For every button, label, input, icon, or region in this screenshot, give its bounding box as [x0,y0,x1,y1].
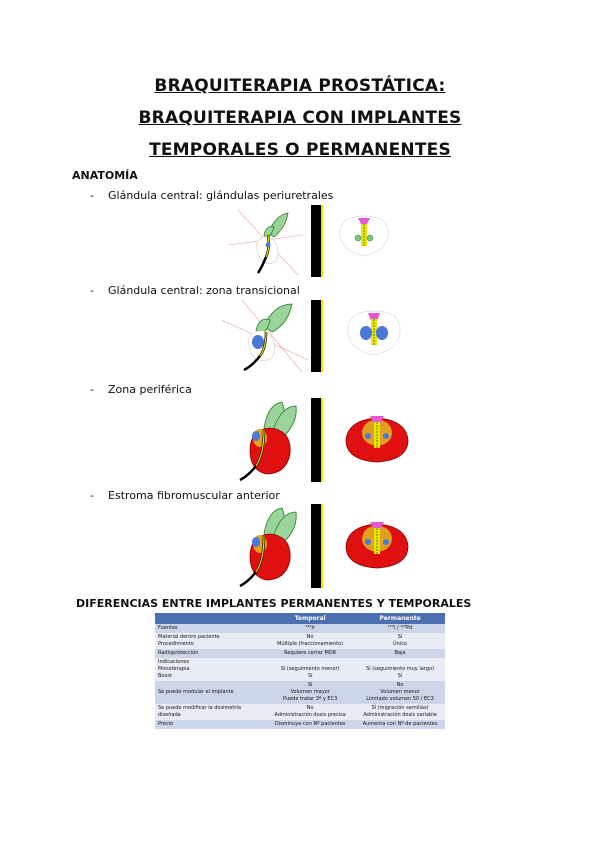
table-cell: ¹²⁵I / ¹⁰³Pd [355,624,445,633]
table-cell: Se puede modular el implante [155,681,265,704]
axial-diagram-fibromuscular [342,516,412,570]
table-cell: Sí Volumen mayor Puede tratar 3ª y EC3 [265,681,355,704]
sagittal-diagram-periurethral [228,205,308,277]
table-cell: Sí (migración semillas) Administración dosis variable [355,704,445,720]
table-cell: Radioprotección [155,649,265,658]
sagittal-diagram-peripheral [230,398,310,482]
figure-divider [311,398,321,482]
table-cell: Baja [355,649,445,658]
table-cell: Sí (seguimiento muy largo) Sí [355,658,445,681]
column-header: Temporal [265,613,355,624]
bullet-dash: - [90,383,94,396]
anatomy-item-label: Glándula central: glándulas periuretrales [108,189,334,202]
title-line-2: BRAQUITERAPIA CON IMPLANTES [138,108,462,128]
anatomy-item-3 [90,383,192,396]
table-row [155,633,445,649]
table-row [155,681,445,704]
table-cell: Requiere cerrar MDR [265,649,355,658]
column-header [155,613,265,624]
title-line-1: BRAQUITERAPIA PROSTÁTICA: [154,76,446,96]
table-cell: Precio [155,720,265,729]
table-cell: Sí (seguimiento menor) Sí [265,658,355,681]
axial-diagram-transitional [340,305,408,359]
bullet-dash: - [90,189,94,202]
axial-diagram-peripheral [342,410,412,464]
sagittal-diagram-fibromuscular [230,504,310,588]
axial-diagram-periurethral [332,210,396,260]
table-row [155,658,445,681]
table-cell: Fuentes [155,624,265,633]
figure-divider [311,300,321,372]
table-cell: No Administración dosis precisa [265,704,355,720]
table-cell: Aumenta con Nº de pacientes [355,720,445,729]
anatomy-item-label: Estroma fibromuscular anterior [108,489,280,502]
table-cell: Material dentro paciente Procedimiento [155,633,265,649]
anatomy-item-2 [90,284,300,297]
comparison-heading: DIFERENCIAS ENTRE IMPLANTES PERMANENTES Y TEMPORALES [76,597,472,610]
anatomy-heading: ANATOMÍA [72,169,138,182]
table-cell: Disminuye con Nº pacientes [265,720,355,729]
table-cell: No Múltiple (fraccionamiento) [265,633,355,649]
anatomy-item-label: Zona periférica [108,383,192,396]
table-cell: Sí Único [355,633,445,649]
figure-divider [311,205,321,277]
figure-divider [311,504,321,588]
table-cell: Se puede modificar la dosimetría diseñada [155,704,265,720]
table-row [155,704,445,720]
table-cell: No Volumen menor Limitado volumen 50 / EC3 [355,681,445,704]
column-header: Permanente [355,613,445,624]
bullet-dash: - [90,489,94,502]
sagittal-diagram-transitional [222,300,308,374]
anatomy-item-4 [90,489,280,502]
table-header-row [155,613,445,624]
comparison-table [155,613,445,729]
table-row [155,649,445,658]
anatomy-item-1 [90,189,333,202]
table-row [155,624,445,633]
table-cell: Indicaciones Monoterapia Boost [155,658,265,681]
title-line-3: TEMPORALES O PERMANENTES [149,140,451,160]
table-cell: ¹⁹²Ir [265,624,355,633]
anatomy-item-label: Glándula central: zona transicional [108,284,300,297]
table-body [155,624,445,729]
table-row [155,720,445,729]
bullet-dash: - [90,284,94,297]
